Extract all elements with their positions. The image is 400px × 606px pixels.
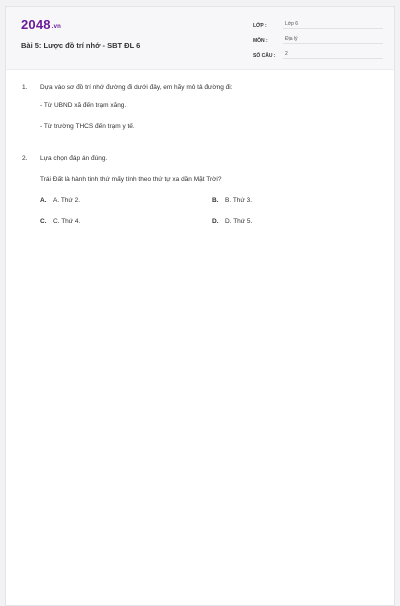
option-c-text: C. Thứ 4. xyxy=(53,218,81,225)
option-b-text: B. Thứ 3. xyxy=(225,197,252,204)
question-2-prompt: Trái Đất là hành tinh thứ mấy tính theo thứ tự xa dần Mặt Trời? xyxy=(40,176,222,183)
meta-count-row xyxy=(253,47,383,59)
question-1-line-1: - Từ UBND xã đến trạm xăng. xyxy=(40,102,127,109)
meta-subject-row xyxy=(253,32,383,44)
meta-subject-label: MÔN : xyxy=(253,38,268,44)
option-c[interactable] xyxy=(40,218,80,225)
option-b[interactable] xyxy=(212,197,252,204)
logo-text: 2048 xyxy=(21,17,51,32)
question-1-number: 1. xyxy=(22,84,28,91)
meta-class-label: LỚP : xyxy=(253,23,267,29)
option-a-text: A. Thứ 2. xyxy=(53,197,80,204)
logo-suffix: .vn xyxy=(51,24,62,30)
worksheet-header xyxy=(6,7,394,70)
worksheet xyxy=(5,6,395,606)
worksheet-title: Bài 5: Lược đồ trí nhớ - SBT ĐL 6 xyxy=(21,41,141,50)
meta-subject-value: Địa lý xyxy=(283,36,383,44)
meta-class-value: Lớp 6 xyxy=(283,21,383,29)
question-1-text: Dựa vào sơ đồ trí nhớ đường đi dưới đây, em hãy mô tả đường đi: xyxy=(40,84,233,91)
option-a-letter: A. xyxy=(40,197,47,204)
option-d-letter: D. xyxy=(212,218,219,225)
question-2-text: Lựa chọn đáp án đúng. xyxy=(40,155,108,162)
question-1 xyxy=(22,84,382,94)
option-b-letter: B. xyxy=(212,197,219,204)
meta-count-label: SỐ CÂU : xyxy=(253,53,276,59)
site-logo[interactable] xyxy=(21,17,61,32)
option-c-letter: C. xyxy=(40,218,47,225)
option-d[interactable] xyxy=(212,218,252,225)
question-2-number: 2. xyxy=(22,155,28,162)
meta-count-value: 2 xyxy=(283,51,383,59)
option-d-text: D. Thứ 5. xyxy=(225,218,253,225)
question-2 xyxy=(22,155,382,165)
question-1-line-2: - Từ trường THCS đến trạm y tế. xyxy=(40,123,135,130)
meta-class-row xyxy=(253,17,383,29)
option-a[interactable] xyxy=(40,197,80,204)
